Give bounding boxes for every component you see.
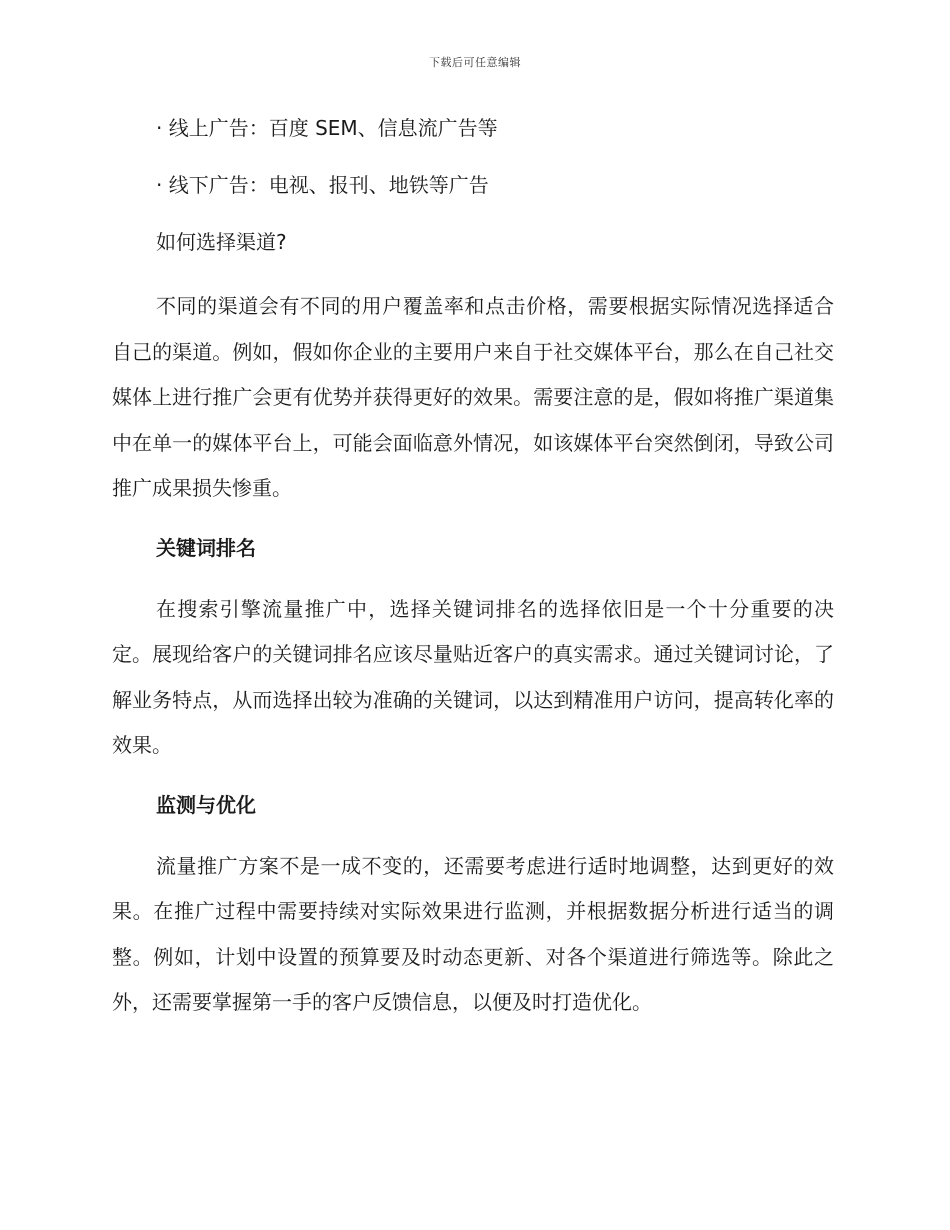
paragraph-monitor-optimize: 流量推广方案不是一成不变的，还需要考虑进行适时地调整，达到更好的效果。在推广过程中需要持续对实际效果进行监测，并根据数据分析进行适当的调整。例如，计划中设置的预算要及时动态更新、对各个渠道进行筛选等。除此之外，还需要掌握第一手的客户反馈信息，以便及时打造优化。 <box>112 853 834 1014</box>
page-header-watermark: 下载后可任意编辑 <box>429 56 521 69</box>
heading-monitor-optimize: 监测与优化 <box>156 792 256 817</box>
heading-keyword-ranking: 关键词排名 <box>156 535 256 560</box>
document-body <box>112 112 834 1046</box>
bullet-online-ads: · 线上广告：百度 SEM、信息流广告等 <box>156 116 498 140</box>
paragraph-channels: 不同的渠道会有不同的用户覆盖率和点击价格，需要根据实际情况选择适合自己的渠道。例如，假如你企业的主要用户来自于社交媒体平台，那么在自己社交媒体上进行推广会更有优势并获得更好的效果。需要注意的是，假如将推广渠道集中在单一的媒体平台上，可能会面临意外情况，如该媒体平台突然倒闭，导致公司推广成果损失惨重。 <box>112 294 834 500</box>
paragraph-keyword-ranking: 在搜索引擎流量推广中，选择关键词排名的选择依旧是一个十分重要的决定。展现给客户的关键词排名应该尽量贴近客户的真实需求。通过关键词讨论，了解业务特点，从而选择出较为准确的关键词，以达到精准用户访问，提高转化率的效果。 <box>112 596 834 757</box>
bullet-offline-ads: · 线下广告：电视、报刊、地铁等广告 <box>156 173 489 197</box>
question-choose-channel: 如何选择渠道? <box>156 230 287 254</box>
